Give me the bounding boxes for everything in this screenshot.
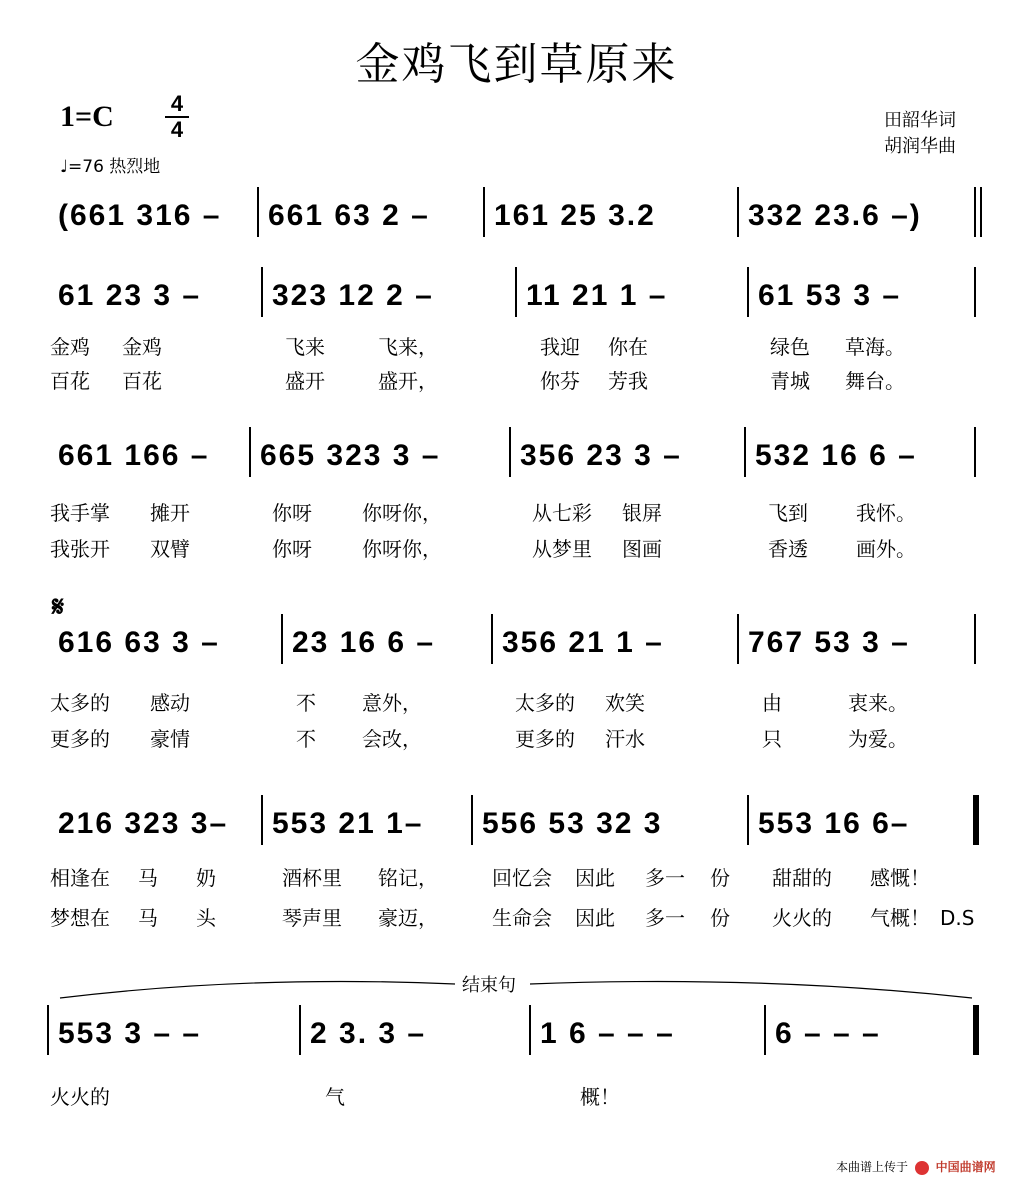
- lyric-word: 铭记，: [378, 866, 438, 890]
- measure-notes: 6 – – –: [775, 1017, 881, 1050]
- lyric-word: 画外。: [856, 537, 916, 561]
- measure-notes: 767 53 3 –: [748, 626, 910, 659]
- lyric-word: 马: [138, 906, 158, 930]
- measure-notes: 661 63 2 –: [268, 199, 430, 232]
- lyric-word: 豪迈，: [378, 906, 438, 930]
- end-bar: [973, 795, 979, 845]
- lyric-word: 我张开: [50, 537, 110, 561]
- lyric-word: 相逢在: [50, 866, 110, 890]
- lyric-word: 芳我: [608, 369, 648, 393]
- phrase-slur: [60, 981, 455, 998]
- lyric-word: 气概！: [870, 906, 930, 930]
- measure-notes: 216 323 3–: [58, 807, 229, 840]
- measure-notes: 2 3. 3 –: [310, 1017, 427, 1050]
- lyric-word: 盛开，: [378, 369, 438, 393]
- lyric-word: 盛开: [285, 369, 325, 393]
- lyric-word: 火火的: [50, 1085, 110, 1109]
- lyric-word: 香透: [768, 537, 808, 561]
- lyric-word: 奶: [196, 866, 216, 890]
- key-label: 1=C: [60, 100, 114, 133]
- lyric-word: 概！: [580, 1085, 620, 1109]
- lyric-word: 舞台。: [845, 369, 905, 393]
- time-bottom: 4: [170, 117, 184, 142]
- lyric-word: 由: [762, 691, 782, 715]
- lyric-word: 汗水: [605, 727, 645, 751]
- lyric-word: 多一: [645, 906, 685, 930]
- measure-notes: 61 53 3 –: [758, 279, 902, 312]
- lyric-word: D.S: [940, 906, 975, 930]
- lyric-word: 琴声里: [282, 906, 342, 930]
- measure-notes: 161 25 3.2: [494, 199, 656, 232]
- measure-notes: 553 21 1–: [272, 807, 424, 840]
- measure-notes: (661 316 –: [58, 199, 222, 232]
- lyric-word: 多一: [645, 866, 685, 890]
- segno-sign: 𝄋: [52, 590, 65, 623]
- lyric-word: 甜甜的: [772, 866, 832, 890]
- lyric-word: 火火的: [772, 906, 832, 930]
- lyric-word: 金鸡: [50, 335, 90, 359]
- measure-notes: 332 23.6 –): [748, 199, 922, 232]
- tempo-marking: ♩=76 热烈地: [60, 157, 161, 177]
- lyric-word: 生命会: [492, 906, 552, 930]
- lyric-word: 你呀: [272, 501, 312, 525]
- source-credit: [836, 1158, 996, 1175]
- lyric-word: 更多的: [515, 727, 575, 751]
- measure-notes: 11 21 1 –: [526, 279, 668, 312]
- measure-notes: 356 21 1 –: [502, 626, 664, 659]
- lyric-word: 只: [762, 727, 782, 751]
- measure-notes: 553 3 – –: [58, 1017, 202, 1050]
- lyric-word: 感动: [150, 691, 190, 715]
- measure-notes: 553 16 6–: [758, 807, 910, 840]
- lyric-word: 欢笑: [605, 691, 645, 715]
- lyric-word: 你芬: [540, 369, 580, 393]
- lyric-word: 你呀你，: [362, 537, 442, 561]
- lyric-word: 会改，: [362, 727, 422, 751]
- lyric-word: 从七彩: [532, 501, 592, 525]
- site-logo-icon: [915, 1161, 929, 1175]
- lyric-word: 梦想在: [50, 906, 110, 930]
- lyric-word: 双臂: [150, 537, 190, 561]
- lyric-word: 豪情: [150, 727, 190, 751]
- lyric-word: 因此: [575, 906, 615, 930]
- lyric-word: 青城: [770, 369, 810, 393]
- lyric-word: 气: [325, 1085, 345, 1109]
- lyric-word: 你呀: [272, 537, 312, 561]
- lyric-word: 百花: [50, 369, 90, 393]
- lyric-word: 头: [196, 906, 216, 930]
- lyric-word: 更多的: [50, 727, 110, 751]
- lyricist: 田韶华词: [884, 110, 956, 131]
- site-brand: 中国曲谱网: [935, 1160, 996, 1174]
- lyric-word: 我迎: [540, 335, 580, 359]
- lyric-word: 太多的: [50, 691, 110, 715]
- lyric-word: 绿色: [770, 335, 810, 359]
- lyric-word: 摊开: [150, 501, 190, 525]
- lyric-word: 草海。: [845, 335, 905, 359]
- phrase-slur: [530, 981, 972, 998]
- lyric-word: 你呀你，: [362, 501, 442, 525]
- lyric-word: 飞来: [285, 335, 325, 359]
- lyric-word: 意外，: [362, 691, 422, 715]
- lyric-word: 因此: [575, 866, 615, 890]
- lyric-word: 金鸡: [122, 335, 162, 359]
- measure-notes: 661 166 –: [58, 439, 210, 472]
- lyric-word: 图画: [622, 537, 662, 561]
- time-top: 4: [170, 91, 184, 116]
- lyric-word: 为爱。: [848, 727, 908, 751]
- measure-notes: 616 63 3 –: [58, 626, 220, 659]
- lyric-word: 你在: [608, 335, 648, 359]
- lyric-word: 份: [710, 906, 730, 930]
- lyric-word: 回忆会: [492, 866, 552, 890]
- coda-label: 结束句: [462, 975, 516, 996]
- lyric-word: 酒杯里: [282, 866, 342, 890]
- measure-notes: 61 23 3 –: [58, 279, 202, 312]
- measure-notes: 1 6 – – –: [540, 1017, 675, 1050]
- lyric-word: 我手掌: [50, 501, 110, 525]
- composer: 胡润华曲: [884, 136, 956, 157]
- measure-notes: 23 16 6 –: [292, 626, 436, 659]
- lyric-word: 不: [296, 691, 316, 715]
- measure-notes: 356 23 3 –: [520, 439, 682, 472]
- lyric-word: 我怀。: [856, 501, 916, 525]
- lyric-word: 太多的: [515, 691, 575, 715]
- lyric-word: 从梦里: [532, 537, 592, 561]
- lyric-word: 马: [138, 866, 158, 890]
- end-bar: [973, 1005, 979, 1055]
- source-text: 本曲谱上传于: [836, 1160, 909, 1174]
- score-title: 金鸡飞到草原来: [355, 39, 678, 90]
- measure-notes: 323 12 2 –: [272, 279, 434, 312]
- lyric-word: 不: [296, 727, 316, 751]
- lyric-word: 飞来，: [378, 335, 438, 359]
- lyric-word: 百花: [122, 369, 162, 393]
- measure-notes: 532 16 6 –: [755, 439, 917, 472]
- lyric-word: 份: [710, 866, 730, 890]
- lyric-word: 衷来。: [848, 691, 908, 715]
- measure-notes: 556 53 32 3: [482, 807, 663, 840]
- lyric-word: 银屏: [622, 501, 662, 525]
- measure-notes: 665 323 3 –: [260, 439, 441, 472]
- lyric-word: 飞到: [768, 501, 808, 525]
- lyric-word: 感慨！: [870, 866, 930, 890]
